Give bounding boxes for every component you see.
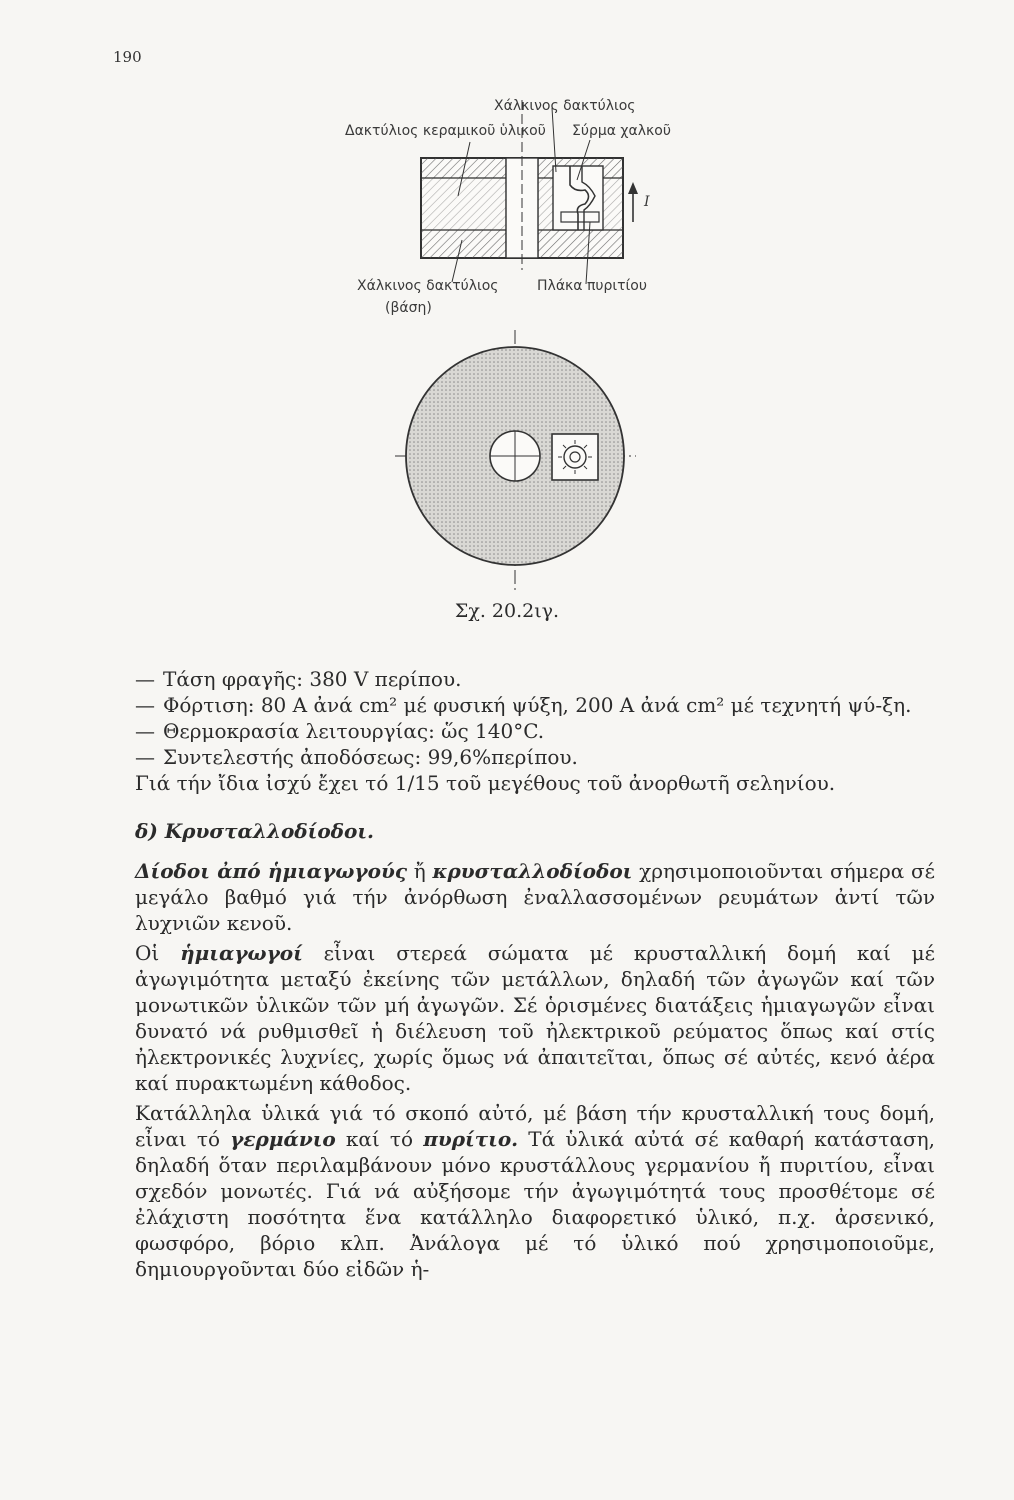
- paragraph-materials: [135, 1100, 935, 1282]
- spec-item: [135, 692, 935, 718]
- term-germanium: γερμάνιο: [230, 1127, 336, 1151]
- spec-text: Θερμοκρασία λειτουργίας: ὥς 140°C.: [163, 719, 545, 743]
- label-base-ring-note: (βάση): [385, 300, 432, 316]
- paragraph-text: εἶναι στερεά σώματα μέ κρυσταλλική δομή καί μέ ἀγωγιμότητα μεταξύ ἐκείνης τῶν μετάλλων, δηλαδή τῶν ἀγωγῶν καί τῶν μονωτικῶν ὑλικῶν τῶν μή ἀγωγῶν. Σέ ὁρισμένες διατάξεις ἡμιαγωγῶν εἶναι δυνατό νά ρυθμισθεῖ ἡ διέλευση τοῦ ἠλεκτρικοῦ ρεύματος ὅπως καί στίς ἠλεκτρονικές λυχνίες, χωρίς ὅμως νά ἀπαιτεῖται, ὅπως σέ αὐτές, κενό ἀέρα καί πυρακτωμένη κάθοδος.: [135, 941, 935, 1095]
- page-number: 190: [113, 48, 142, 66]
- paragraph-text: Οἱ: [135, 941, 181, 965]
- paragraph-text: καί τό: [335, 1127, 424, 1151]
- paragraph-diodes: [135, 858, 935, 936]
- spec-item: [135, 718, 935, 744]
- size-note: Γιά τήν ἴδια ἰσχύ ἔχει τό 1/15 τοῦ μεγέθους τοῦ ἀνορθωτῆ σεληνίου.: [135, 771, 836, 795]
- spec-item: [135, 666, 935, 692]
- term-crystal-diodes: κρυσταλλοδίοδοι: [432, 859, 633, 883]
- term-semiconductors: ἡμιαγωγοί: [180, 941, 303, 965]
- figure-diode-construction: [0, 0, 1014, 640]
- term-silicon: πυρίτιο.: [423, 1127, 519, 1151]
- spec-dash: —: [135, 693, 155, 717]
- spec-dash: —: [135, 667, 155, 691]
- term-semiconductor-diodes: Δίοδοι ἀπό ἡμιαγωγούς: [135, 859, 408, 883]
- spec-dash: —: [135, 719, 155, 743]
- body-text: [135, 666, 935, 1282]
- diode-drawing: [0, 0, 1014, 640]
- label-copper-wire: Σύρμα χαλκοῦ: [572, 123, 671, 139]
- paragraph-text: ἤ: [407, 859, 433, 883]
- paragraph-text: χρησιμοποιοῦνται σήμερα σέ μεγάλο βαθμό γιά τήν ἀνόρθωση ἐναλλασσομένων ρευμάτων ἀντί τῶν λυχνιῶν κενοῦ.: [135, 859, 936, 935]
- label-ceramic-ring: Δακτύλιος κεραμικοῦ ὑλικοῦ: [345, 123, 546, 139]
- plan-view: [395, 330, 636, 590]
- label-base-ring: Χάλκινος δακτύλιος: [357, 278, 499, 294]
- spec-text: Φόρτιση: 80 A ἀνά cm² μέ φυσική ψύξη, 200 A ἀνά cm² μέ τεχνητή ψύ-ξη.: [163, 693, 912, 717]
- paragraph-text: Τά ὑλικά αὐτά σέ καθαρή κατάσταση, δηλαδή ὅταν περιλαμβάνουν μόνο κρυστάλλους γερμανίου ἤ πυριτίου, εἶναι σχεδόν μονωτές. Γιά νά αὐξήσομε τήν ἀγωγιμότητά τους προσθέτομε σέ ἐλάχιστη ποσότητα ἕνα κατάλληλο διαφορετικό ὑλικό, π.χ. ἀρσενικό, φωσφόρο, βόριο κλπ. Ἀνάλογα μέ τό ὑλικό πού χρησιμοποιοῦμε, δημιουργοῦνται δύο εἰδῶν ἡ-: [135, 1127, 935, 1281]
- label-current-arrow: I: [644, 194, 650, 210]
- label-copper-ring: Χάλκινος δακτύλιος: [494, 98, 636, 114]
- paragraph-semiconductors: [135, 940, 935, 1096]
- spec-text: Συντελεστής ἀποδόσεως: 99,6%περίπου.: [163, 745, 578, 769]
- spec-text: Τάση φραγῆς: 380 V περίπου.: [163, 667, 462, 691]
- spec-item: [135, 744, 935, 770]
- paragraph-text: Κατάλληλα ὑλικά γιά τό σκοπό αὐτό, μέ βάση τήν κρυσταλλική τους δομή, εἶναι τό: [135, 1101, 935, 1151]
- spec-dash: —: [135, 745, 155, 769]
- figure-caption: Σχ. 20.2ιγ.: [454, 600, 560, 622]
- section-heading: δ) Κρυσταλλοδίοδοι.: [135, 819, 374, 843]
- label-silicon-plate: Πλάκα πυριτίου: [537, 278, 647, 294]
